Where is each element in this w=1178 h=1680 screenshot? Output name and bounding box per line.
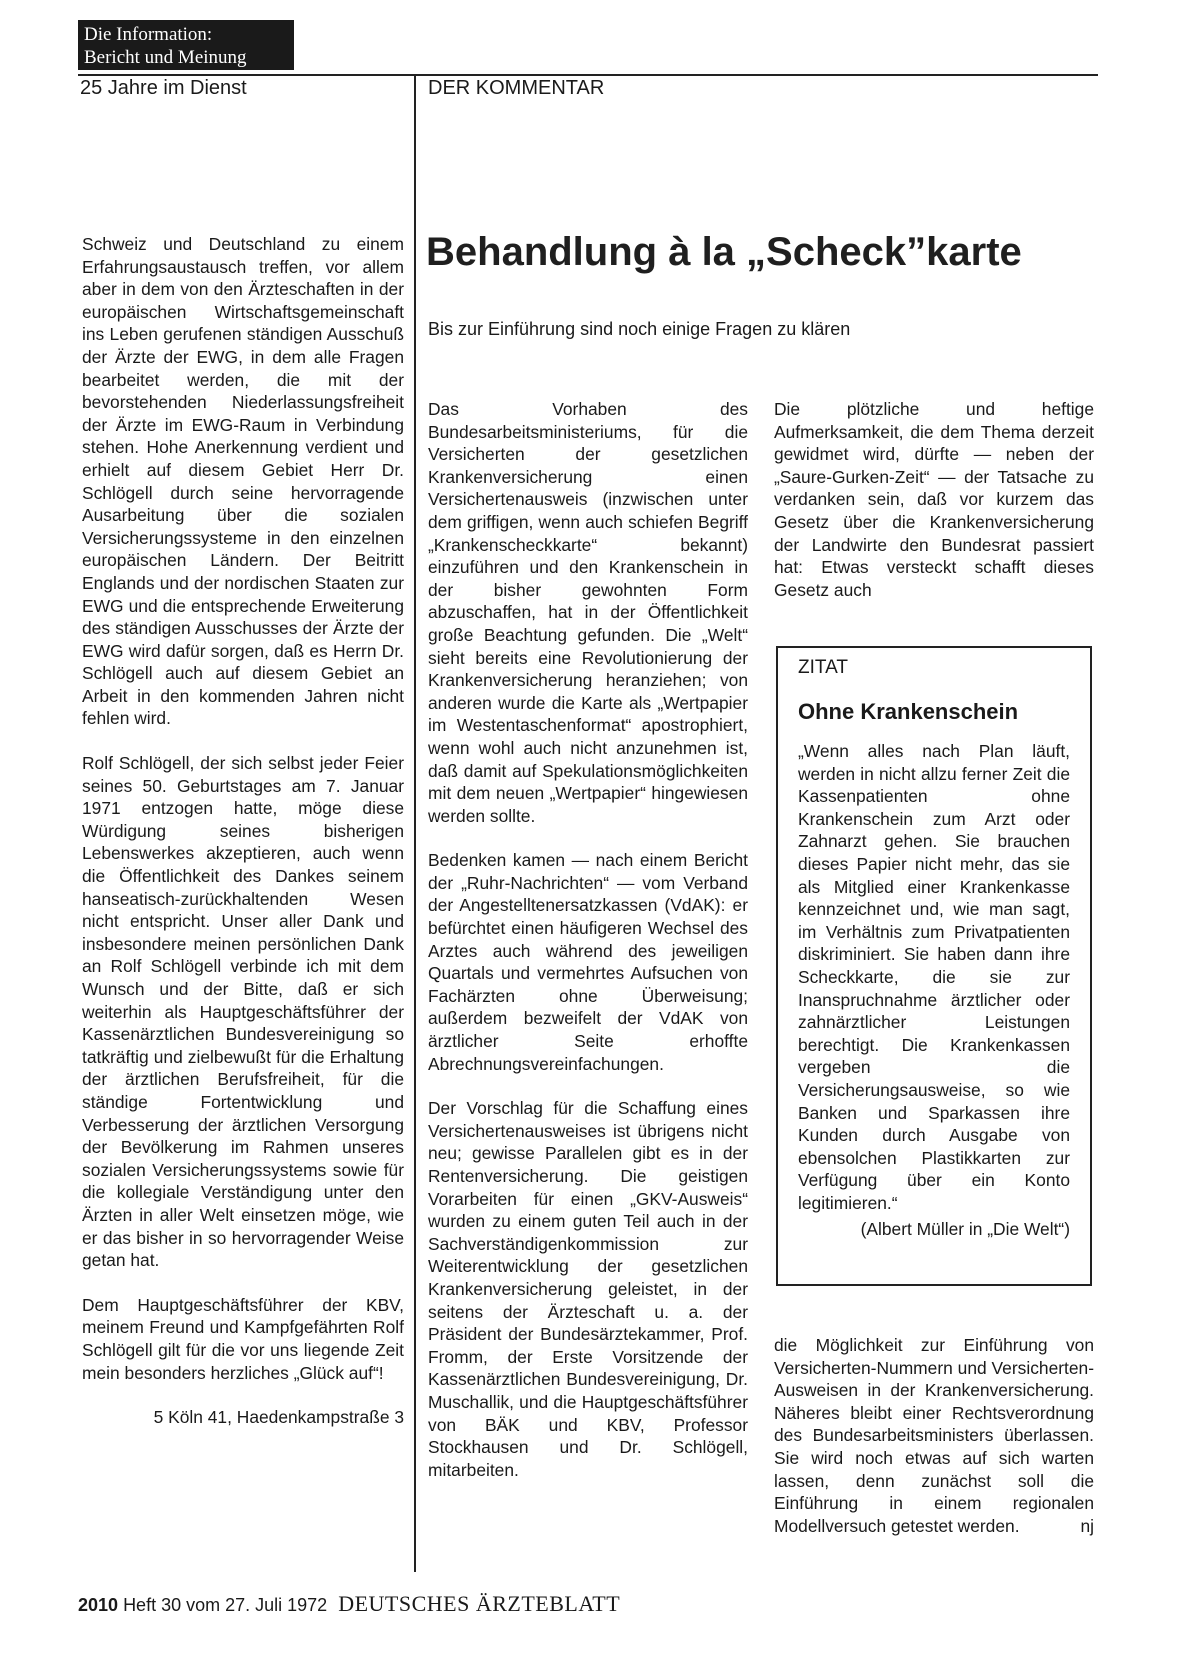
magazine-name: DEUTSCHES ÄRZTEBLATT [338,1591,621,1616]
right-column-top: Die plötzliche und heftige Aufmerksamkeit, die dem Thema derzeit gewidmet wird, dürfte — neben der „Saure-Gurken-Zeit“ — der Tatsache zu verdanken sein, daß vor kurzem das Gesetz über die Krankenversicherung der Landwirte den Bundesrat passiert hat: Etwas versteckt schafft dieses Gesetz auch [774,399,1094,600]
page-number: 2010 [78,1595,119,1615]
right-column-bottom [774,1334,1094,1537]
badge-line-2: Bericht und Meinung [84,47,247,68]
author-signature: nj [1080,1515,1094,1536]
left-section-title: 25 Jahre im Dienst [80,77,247,99]
right-section-title: DER KOMMENTAR [428,77,605,99]
article-headline: Behandlung à la „Scheck”karte [426,230,1022,274]
article-subheadline: Bis zur Einführung sind noch einige Fragen zu klären [428,319,851,339]
paragraph: Dem Hauptgeschäftsführer der KBV, meinem Freund und Kampfgefährten Rolf Schlögell gilt für die vor uns liegende Zeit mein besonders herzliches „Glück auf“! [82,1294,404,1383]
quote-box [776,646,1092,1286]
issue-info: Heft 30 vom 27. Juli 1972 [123,1595,328,1615]
section-badge [78,20,294,70]
middle-column [428,398,748,1503]
paragraph: Der Vorschlag für die Schaffung eines Versichertenausweises ist übrigens nicht neu; gewisse Parallelen gibt es in der Rentenversicherung. Die geistigen Vorarbeiten für einen „GKV-Ausweis“ wurden zu einem guten Teil auch in der Sachverständigenkommission zur Weiterentwicklung der gesetzlichen Krankenversicherung geleistet, in der seitens der Ärzteschaft u. a. der Präsident der Bundesärztekammer, Prof. Fromm, der Erste Vorsitzende der Kassenärztlichen Bundesvereinigung, Dr. Muschallik, und die Hauptgeschäftsführer von BÄK und KBV, Professor Stockhausen und Dr. Schlögell, mitarbeiten. [428,1098,748,1480]
badge-line-1: Die Information: [84,24,213,45]
left-column [82,233,404,1429]
paragraph: Bedenken kamen — nach einem Bericht der „Ruhr-Nachrichten“ — vom Verband der Angestelltenersatzkassen (VdAK): er befürchtet einen häufigeren Wechsel des Arztes auch während des jeweiligen Quartals und vermehrtes Aufsuchen von Fachärzten ohne Überweisung; außerdem bezweifelt der VdAK von ärztlicher Seite erhoffte Abrechnungsvereinfachungen. [428,850,748,1074]
quote-title: Ohne Krankenschein [798,699,1019,724]
page-footer [78,1592,1098,1617]
paragraph: Das Vorhaben des Bundesarbeitsministeriums, für die Versicherten der gesetzlichen Krankenversicherung einen Versichertenausweis (inzwischen unter dem griffigen, wenn auch schiefen Begriff „Krankenscheckkarte“ bekannt) einzuführen und den Krankenschein in der bisher gewohnten Form abzuschaffen, hat in der Öffentlichkeit große Beachtung gefunden. Die „Welt“ sieht bereits eine Revolutionierung der Krankenversicherung heranziehen; von anderen wurde die Karte als „Wertpapier im Westentaschenformat“ apostrophiert, wenn wohl auch nicht anzunehmen ist, daß damit auf Spekulationsmöglichkeiten mit dem neuen „Wertpapier“ hingewiesen werden sollte. [428,399,748,826]
author-address: 5 Köln 41, Haedenkampstraße 3 [153,1407,404,1428]
quote-label: ZITAT [798,657,848,678]
column-divider [414,74,416,1572]
quote-source: (Albert Müller in „Die Welt“) [860,1219,1070,1240]
paragraph: Rolf Schlögell, der sich selbst jeder Feier seines 50. Geburtstages am 7. Januar 1971 entzogen hatte, möge diese Würdigung seines bisherigen Lebenswerkes akzeptieren, auch wenn die Öffentlichkeit des Dankes seinem hanseatisch-zurückhaltenden Wesen nicht entspricht. Unser aller Dank und insbesondere meinen persönlichen Dank an Rolf Schlögell verbinde ich mit dem Wunsch und der Bitte, daß er sich weiterhin als Hauptgeschäftsführer der Kassenärztlichen Bundesvereinigung so tatkräftig und zielbewußt für die Erhaltung der ärztlichen Berufsfreiheit, für die ständige Fortentwicklung und Verbesserung der ärztlichen Versorgung der Bevölkerung im Rahmen unseres sozialen Versicherungssystems sowie für die kollegiale Verständigung unter den Ärzten in aller Welt einsetzen möge, wie er das bisher in so hervorragender Weise getan hat. [82,753,404,1271]
paragraph: Schweiz und Deutschland zu einem Erfahrungsaustausch treffen, vor allem aber in dem von den Ärzteschaften in der europäischen Wirtschaftsgemeinschaft ins Leben gerufenen ständigen Ausschuß der Ärzte der EWG, in dem alle Fragen bearbeitet werden, die mit der bevorstehenden Niederlassungsfreiheit der Ärzte im EWG-Raum in Verbindung stehen. Hohe Anerkennung verdient und erhielt auf diesem Gebiet Herr Dr. Schlögell durch seine hervorragende Ausarbeitung über die sozialen Versicherungssysteme in den einzelnen europäischen Ländern. Der Beitritt Englands und der nordischen Staaten zur EWG und die entsprechende Erweiterung des ständigen Ausschusses der Ärzte der EWG wird dafür sorgen, daß es Herrn Dr. Schlögell auch auf diesem Gebiet an Arbeit in den kommenden Jahren nicht fehlen wird. [82,234,404,729]
quote-text: „Wenn alles nach Plan läuft, werden in nicht allzu ferner Zeit die Kassenpatienten ohne Krankenschein zum Arzt oder Zahnarzt gehen. Sie brauchen dieses Papier nicht mehr, das sie als Mitglied einer Krankenkasse kennzeichnet und, wie man sagt, im Verhältnis zum Privatpatienten diskriminiert. Sie haben dann ihre Scheckkarte, die sie zur Inanspruchnahme ärztlicher oder zahnärztlicher Leistungen berechtigt. Die Krankenkassen vergeben die Versicherungsausweise, so wie Banken und Sparkassen ihre Kunden durch Ausgabe von ebensolchen Plastikkarten zur Verfügung über ein Konto legitimieren.“ [798,741,1070,1213]
paragraph: die Möglichkeit zur Einführung von Versicherten-Nummern und Versicherten-Ausweisen in der Krankenversicherung. Näheres bleibt einer Rechtsverordnung des Bundesarbeitsministers überlassen. Sie wird noch etwas auf sich warten lassen, denn zunächst soll die Einführung in einem regionalen Modellversuch getestet werden. [774,1335,1094,1536]
